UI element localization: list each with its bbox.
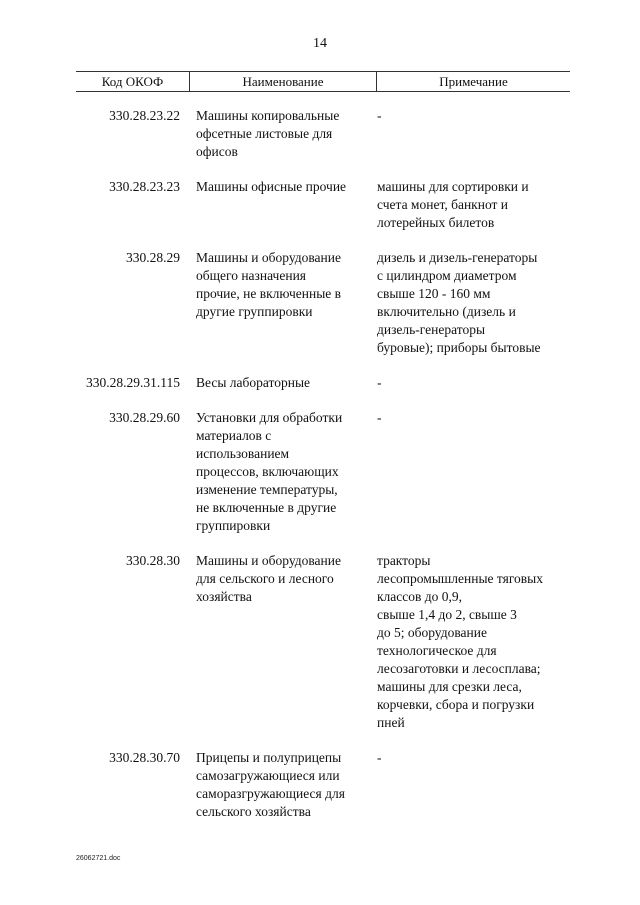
row-code: 330.28.29 xyxy=(126,250,180,265)
row-code: 330.28.23.22 xyxy=(109,108,180,123)
table-row xyxy=(76,374,570,392)
row-name: Машины и оборудование для сельского и лесного хозяйства xyxy=(196,553,341,604)
row-name: Машины копировальные офсетные листовые для офисов xyxy=(196,108,340,159)
table-row xyxy=(76,749,570,821)
table-row xyxy=(76,409,570,535)
row-note: - xyxy=(377,750,382,765)
table-header xyxy=(76,71,570,92)
row-note: - xyxy=(377,375,382,390)
row-name: Прицепы и полуприцепы самозагружающиеся или саморазгружающиеся для сельского хозяйства xyxy=(196,750,345,819)
page-number: 14 xyxy=(313,36,327,51)
row-code: 330.28.30 xyxy=(126,553,180,568)
row-name: Машины офисные прочие xyxy=(196,179,347,194)
table-body xyxy=(76,107,570,821)
table-row xyxy=(76,249,570,357)
row-name: Весы лабораторные xyxy=(196,375,311,390)
header-name: Наименование xyxy=(242,74,324,89)
row-code: 330.28.29.31.115 xyxy=(86,375,180,390)
row-code: 330.28.30.70 xyxy=(109,750,180,765)
row-note: - xyxy=(377,108,382,123)
file-name-footer: 26062721.doc xyxy=(76,855,121,862)
header-note: Примечание xyxy=(439,74,508,89)
row-name: Машины и оборудование общего назначения прочие, не включенные в другие группировки xyxy=(196,250,342,319)
row-code: 330.28.23.23 xyxy=(109,179,180,194)
row-code: 330.28.29.60 xyxy=(109,410,180,425)
row-name: Установки для обработки материалов с использованием процессов, включающих изменение температуры, не включенные в другие группировки xyxy=(196,410,343,533)
table-row xyxy=(76,552,570,732)
header-code: Код ОКОФ xyxy=(101,74,164,89)
table-row xyxy=(76,178,570,232)
table-row xyxy=(76,107,570,161)
row-note: машины для сортировки и счета монет, банкнот и лотерейных билетов xyxy=(377,179,529,230)
row-note: - xyxy=(377,410,382,425)
row-note: тракторы лесопромышленные тяговых классов до 0,9, свыше 1,4 до 2, свыше 3 до 5; оборудование технологическое для лесозаготовки и лесосплава; машины для срезки леса, корчевки, сбора и погрузки пней xyxy=(377,553,543,730)
row-note: дизель и дизель-генераторы с цилиндром диаметром свыше 120 - 160 мм включительно (дизель и дизель-генераторы буровые); приборы бытовые xyxy=(377,250,541,355)
